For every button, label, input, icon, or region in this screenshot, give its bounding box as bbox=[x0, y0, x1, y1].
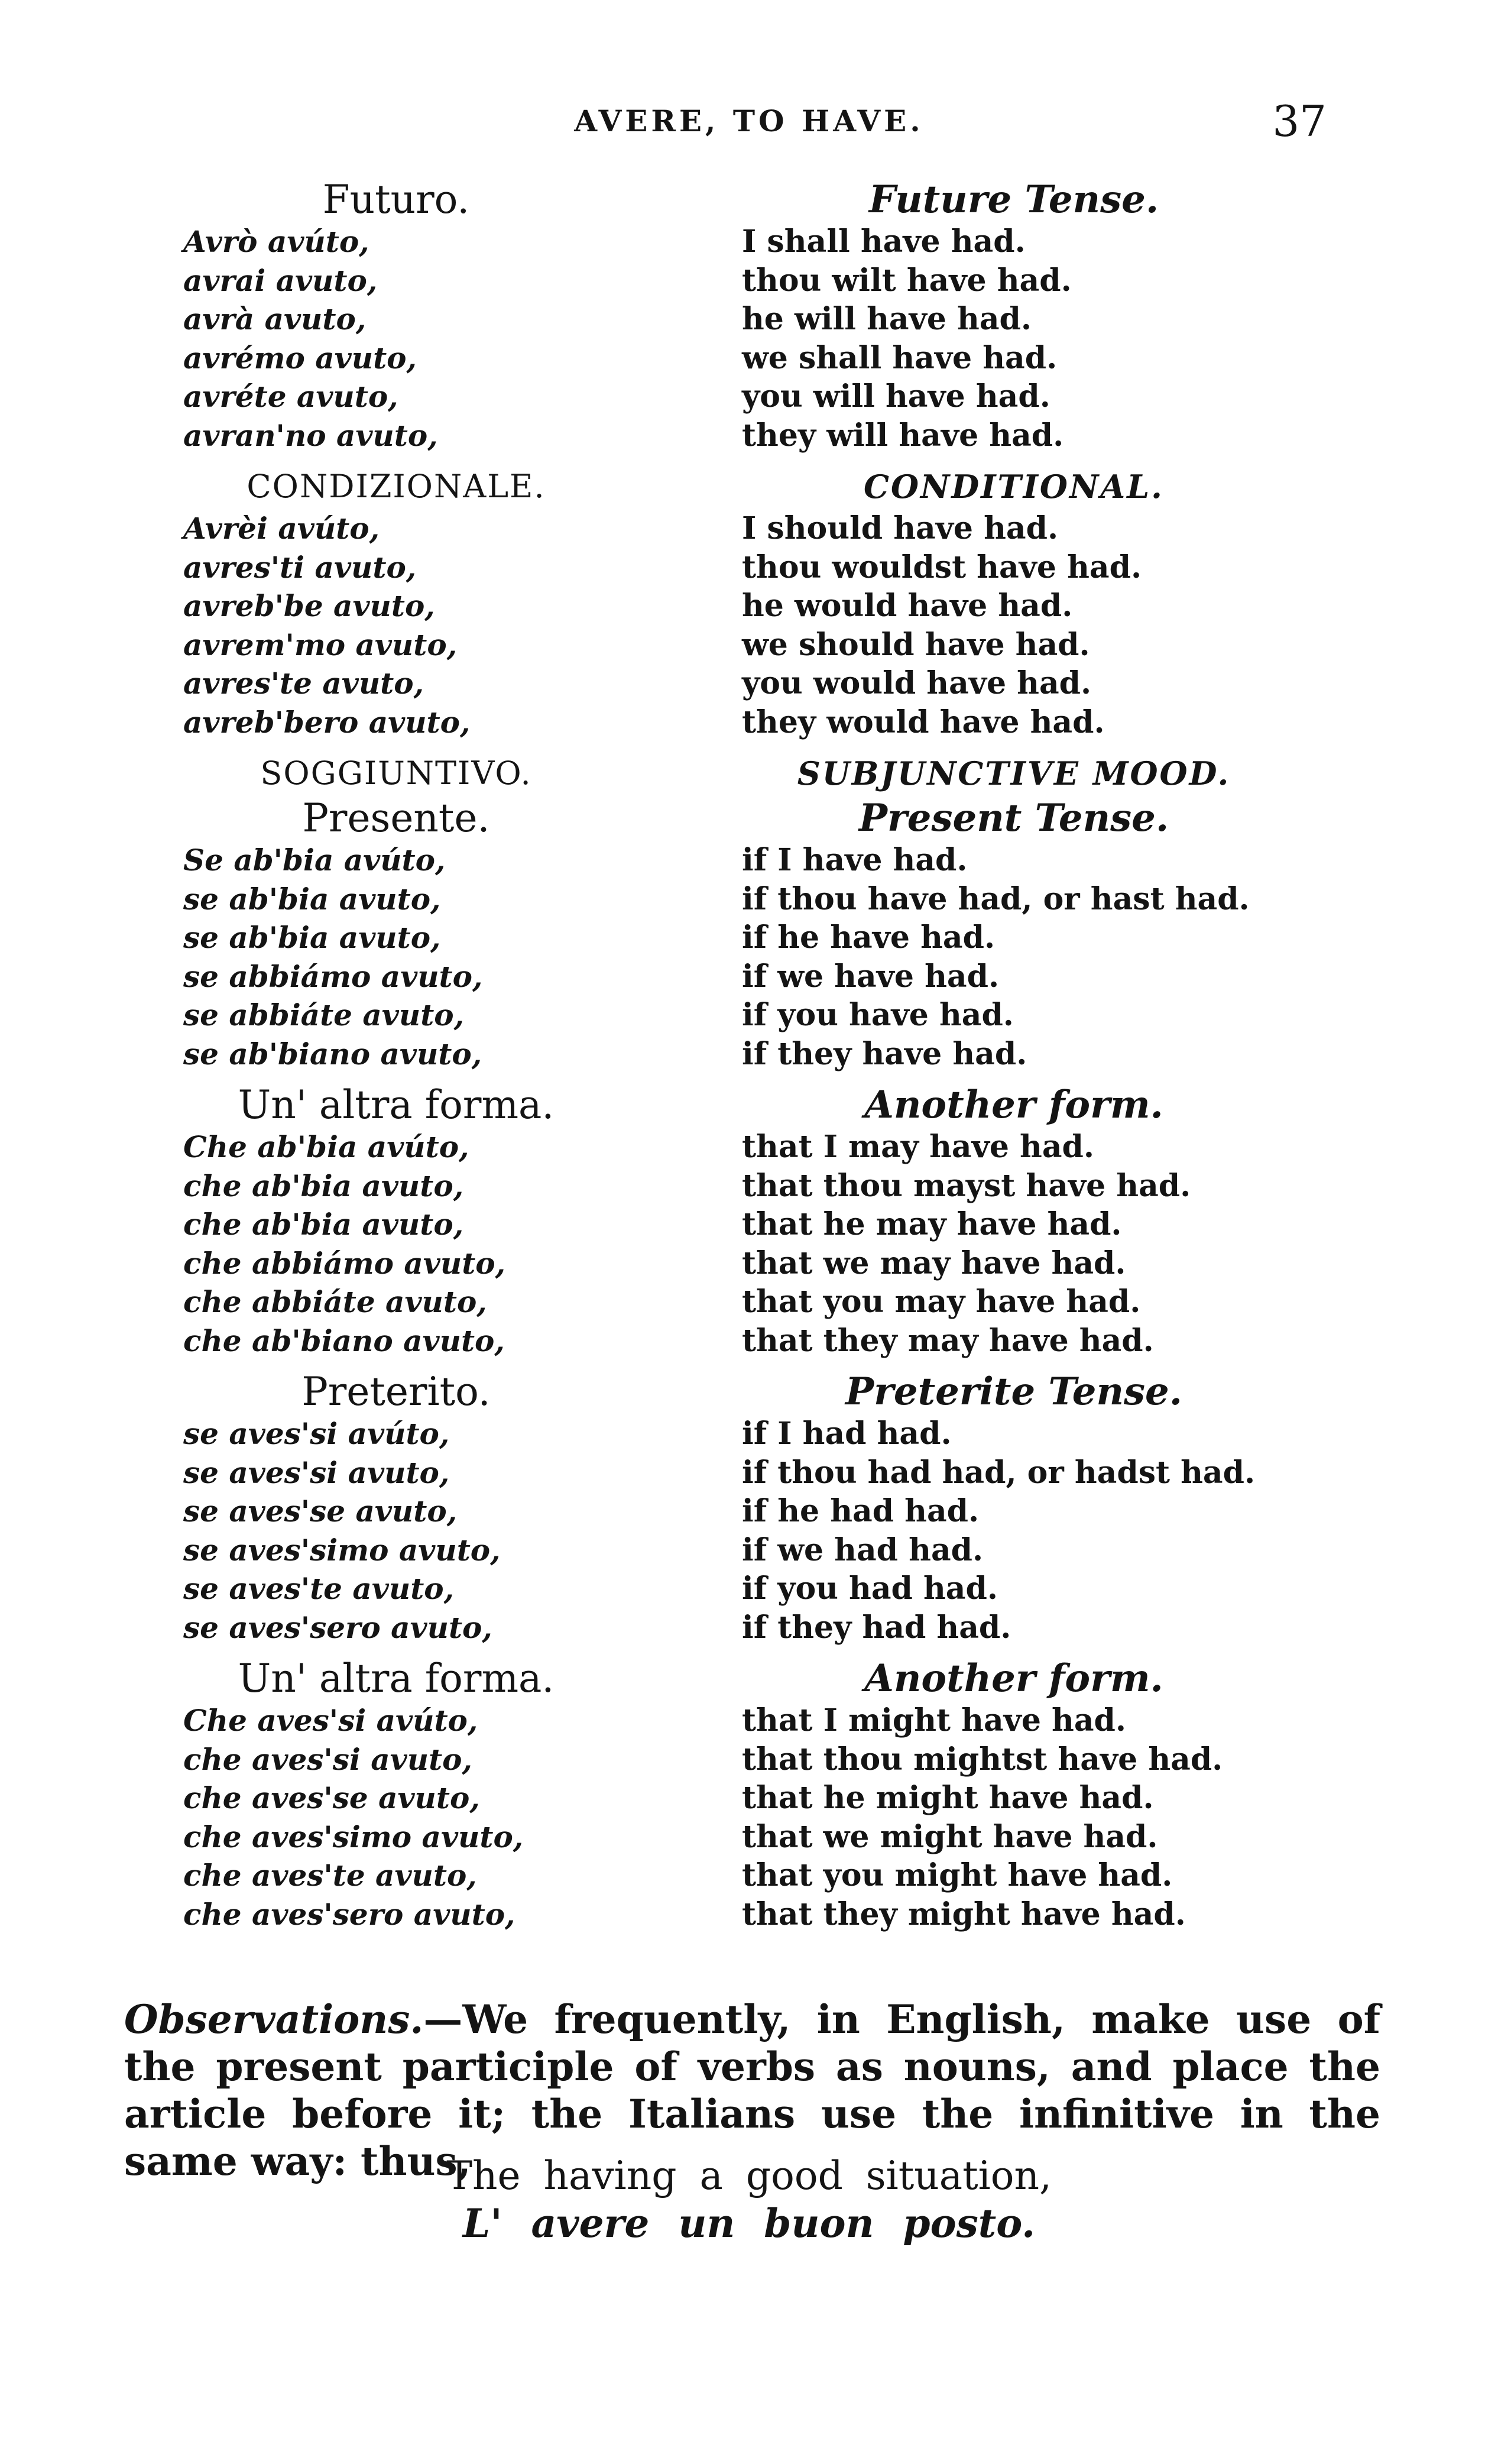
observations-text: —We frequently, in English, make use of the present participle of verbs as nouns, and place the article before it; the Italians use the infinitive in the same way: thus, bbox=[124, 1996, 1380, 2184]
italian-column bbox=[183, 177, 609, 1943]
english-conjugation-line: that they may have had. bbox=[742, 1322, 1154, 1359]
english-conjugation-line: if they had had. bbox=[742, 1609, 1011, 1646]
example-block bbox=[0, 2152, 1498, 2247]
english-subheading: Present Tense. bbox=[858, 796, 1169, 840]
running-title: AVERE, TO HAVE. bbox=[574, 103, 924, 138]
section-gap bbox=[183, 742, 609, 751]
english-conjugation-line: that we may have had. bbox=[742, 1245, 1126, 1281]
italian-conjugation-line: se aves'se avuto, bbox=[183, 1494, 458, 1529]
italian-conjugation-line: che ab'biano avuto, bbox=[183, 1323, 505, 1358]
section-gap bbox=[183, 1934, 609, 1943]
english-conjugation-line: if thou had had, or hadst had. bbox=[742, 1454, 1256, 1491]
italian-section-heading: Futuro. bbox=[322, 177, 470, 222]
english-section-heading: Another form. bbox=[864, 1656, 1163, 1701]
italian-conjugation-line: che aves'si avuto, bbox=[183, 1741, 472, 1777]
italian-section bbox=[183, 751, 609, 1083]
italian-section-heading: Un' altra forma. bbox=[238, 1082, 555, 1128]
english-section-heading: Preterite Tense. bbox=[845, 1369, 1182, 1414]
section-gap bbox=[183, 1647, 609, 1656]
italian-conjugation-line: se ab'bia avuto, bbox=[183, 881, 441, 917]
english-conjugation-line: if we have had. bbox=[742, 958, 1000, 995]
italian-conjugation-line: avrà avuto, bbox=[183, 302, 367, 336]
italian-conjugation-line: che abbiámo avuto, bbox=[183, 1245, 506, 1281]
english-section bbox=[742, 1656, 1286, 1943]
italian-conjugation-line: Se ab'bia avúto, bbox=[183, 843, 446, 878]
example-italian: L' avere un buon posto. bbox=[462, 2200, 1036, 2246]
italian-conjugation-line: se abbiáte avuto, bbox=[183, 998, 465, 1032]
section-gap bbox=[742, 1647, 1286, 1656]
italian-conjugation-line: avréte avuto, bbox=[183, 379, 398, 414]
english-conjugation-line: you will have had. bbox=[742, 378, 1050, 415]
english-section bbox=[742, 751, 1286, 1083]
italian-conjugation-line: se ab'bia avuto, bbox=[183, 920, 441, 955]
english-conjugation-line: they would have had. bbox=[742, 704, 1105, 740]
italian-conjugation-line: avreb'bero avuto, bbox=[183, 704, 471, 740]
english-conjugation-line: if thou have had, or hast had. bbox=[742, 880, 1250, 917]
english-conjugation-line: if I had had. bbox=[742, 1416, 952, 1452]
italian-section bbox=[183, 1083, 609, 1369]
english-column bbox=[742, 177, 1286, 1943]
italian-subheading: Presente. bbox=[302, 795, 490, 841]
italian-conjugation-line: che aves'se avuto, bbox=[183, 1780, 480, 1815]
section-gap bbox=[742, 1360, 1286, 1369]
italian-conjugation-line: che aves'sero avuto, bbox=[183, 1896, 515, 1932]
section-gap bbox=[183, 455, 609, 464]
english-section bbox=[742, 1083, 1286, 1369]
english-conjugation-line: if I have had. bbox=[742, 842, 968, 878]
english-conjugation-line: if you have had. bbox=[742, 997, 1014, 1033]
english-section bbox=[742, 1369, 1286, 1656]
italian-conjugation-line: avres'te avuto, bbox=[183, 666, 424, 701]
english-conjugation-line: that you may have had. bbox=[742, 1284, 1141, 1320]
english-conjugation-line: you would have had. bbox=[742, 665, 1092, 701]
english-conjugation-line: if he had had. bbox=[742, 1493, 980, 1529]
section-gap bbox=[742, 455, 1286, 464]
section-gap bbox=[742, 1073, 1286, 1083]
english-conjugation-line: we should have had. bbox=[742, 626, 1090, 663]
italian-conjugation-line: Che ab'bia avúto, bbox=[183, 1129, 469, 1164]
italian-conjugation-line: avrai avuto, bbox=[183, 263, 378, 298]
english-section-heading: Another form. bbox=[864, 1083, 1163, 1127]
english-conjugation-line: if you had had. bbox=[742, 1571, 998, 1607]
english-section bbox=[742, 464, 1286, 751]
english-conjugation-line: that you might have had. bbox=[742, 1857, 1173, 1893]
english-conjugation-line: thou wouldst have had. bbox=[742, 549, 1142, 585]
english-conjugation-line: that we might have had. bbox=[742, 1818, 1158, 1855]
english-conjugation-line: that thou mayst have had. bbox=[742, 1167, 1191, 1204]
italian-conjugation-line: avran'no avuto, bbox=[183, 417, 438, 453]
english-conjugation-line: I should have had. bbox=[742, 510, 1059, 546]
english-section bbox=[742, 177, 1286, 464]
section-gap bbox=[183, 1360, 609, 1369]
italian-conjugation-line: se ab'biano avuto, bbox=[183, 1036, 482, 1071]
italian-conjugation-line: Avrò avúto, bbox=[183, 224, 369, 259]
italian-conjugation-line: avres'ti avuto, bbox=[183, 549, 417, 585]
italian-conjugation-line: se aves'te avuto, bbox=[183, 1571, 455, 1606]
english-conjugation-line: they will have had. bbox=[742, 417, 1064, 454]
italian-conjugation-line: se aves'si avúto, bbox=[183, 1416, 450, 1451]
italian-conjugation-line: avreb'be avuto, bbox=[183, 588, 435, 623]
english-conjugation-line: I shall have had. bbox=[742, 224, 1026, 260]
italian-section-heading: Preterito. bbox=[301, 1369, 491, 1414]
italian-conjugation-line: se aves'si avuto, bbox=[183, 1455, 450, 1490]
page-number: 37 bbox=[1272, 96, 1327, 146]
english-conjugation-line: he would have had. bbox=[742, 588, 1073, 624]
italian-conjugation-line: se aves'simo avuto, bbox=[183, 1532, 501, 1568]
english-conjugation-line: that I may have had. bbox=[742, 1129, 1094, 1165]
italian-conjugation-line: Che aves'si avúto, bbox=[183, 1703, 478, 1738]
english-section-heading: CONDITIONAL. bbox=[864, 468, 1164, 506]
english-conjugation-line: if they have had. bbox=[742, 1035, 1027, 1072]
english-conjugation-line: that he might have had. bbox=[742, 1780, 1154, 1816]
italian-section-heading: CONDIZIONALE. bbox=[247, 468, 546, 505]
italian-conjugation-line: che aves'te avuto, bbox=[183, 1858, 477, 1893]
italian-conjugation-line: avrémo avuto, bbox=[183, 340, 417, 375]
english-conjugation-line: if we had had. bbox=[742, 1531, 984, 1568]
english-conjugation-line: that he may have had. bbox=[742, 1206, 1122, 1242]
italian-section-heading: Un' altra forma. bbox=[238, 1656, 555, 1701]
running-head bbox=[0, 95, 1498, 148]
italian-section bbox=[183, 177, 609, 464]
section-gap bbox=[183, 1073, 609, 1083]
example-english: The having a good situation, bbox=[446, 2153, 1052, 2199]
italian-section-heading: SOGGIUNTIVO. bbox=[260, 755, 532, 792]
section-gap bbox=[742, 1934, 1286, 1943]
italian-conjugation-line: Avrèi avúto, bbox=[183, 511, 380, 546]
italian-conjugation-line: che abbiáte avuto, bbox=[183, 1284, 487, 1319]
italian-section bbox=[183, 464, 609, 751]
english-section-heading: SUBJUNCTIVE MOOD. bbox=[797, 755, 1231, 792]
italian-section bbox=[183, 1656, 609, 1943]
english-section-heading: Future Tense. bbox=[868, 177, 1159, 222]
observations-lead: Observations. bbox=[124, 1996, 424, 2042]
italian-conjugation-line: se abbiámo avuto, bbox=[183, 959, 483, 994]
italian-conjugation-line: se aves'sero avuto, bbox=[183, 1610, 492, 1645]
english-conjugation-line: that they might have had. bbox=[742, 1896, 1186, 1932]
english-conjugation-line: we shall have had. bbox=[742, 339, 1058, 376]
italian-conjugation-line: che aves'simo avuto, bbox=[183, 1819, 524, 1854]
english-conjugation-line: if he have had. bbox=[742, 919, 996, 956]
italian-section bbox=[183, 1369, 609, 1656]
english-conjugation-line: he will have had. bbox=[742, 301, 1032, 337]
english-conjugation-line: that I might have had. bbox=[742, 1702, 1126, 1738]
italian-conjugation-line: che ab'bia avuto, bbox=[183, 1207, 464, 1242]
section-gap bbox=[742, 742, 1286, 751]
italian-conjugation-line: che ab'bia avuto, bbox=[183, 1168, 464, 1203]
english-conjugation-line: that thou mightst have had. bbox=[742, 1741, 1223, 1777]
english-conjugation-line: thou wilt have had. bbox=[742, 262, 1072, 299]
italian-conjugation-line: avrem'mo avuto, bbox=[183, 627, 458, 662]
